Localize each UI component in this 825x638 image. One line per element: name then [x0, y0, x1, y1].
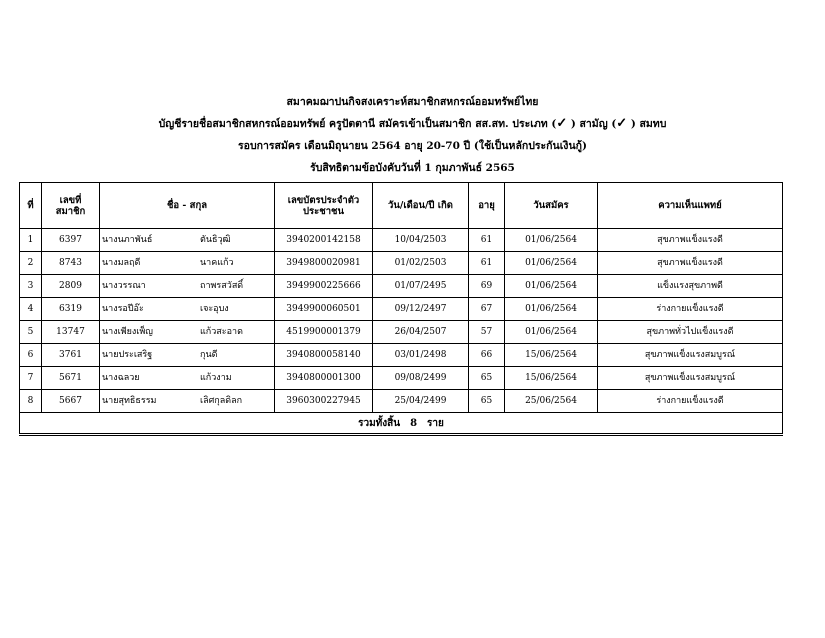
- table-row: [20, 344, 783, 367]
- table-row: [20, 390, 783, 413]
- row-first-name: นางรอปีอ๊ะ: [102, 303, 144, 314]
- list-title-end: ) สมทบ: [627, 118, 667, 130]
- col-header-birth-date: วัน/เดือน/ปี เกิด: [373, 183, 469, 229]
- row-citizen-id: 3940200142158: [275, 229, 373, 252]
- row-first-name: นายสุทธิธรรม: [102, 395, 157, 406]
- row-name: [100, 390, 275, 413]
- row-doctor-opinion: สุขภาพทั่วไปแข็งแรงดี: [598, 321, 783, 344]
- row-birth-date: 01/02/2503: [373, 252, 469, 275]
- member-table: [19, 182, 783, 436]
- table-row: [20, 275, 783, 298]
- row-member-id: 3761: [42, 344, 100, 367]
- row-member-id: 5671: [42, 367, 100, 390]
- row-name: [100, 275, 275, 298]
- row-doctor-opinion: ร่างกายแข็งแรงดี: [598, 390, 783, 413]
- org-title: สมาคมฌาปนกิจสงเคราะห์สมาชิกสหกรณ์ออมทรัพย์ไทย: [286, 96, 539, 108]
- row-age: 65: [469, 390, 505, 413]
- row-birth-date: 10/04/2503: [373, 229, 469, 252]
- row-member-id: 6319: [42, 298, 100, 321]
- row-member-id: 5667: [42, 390, 100, 413]
- total-cell: [20, 413, 783, 435]
- row-last-name: แก้วงาม: [200, 372, 232, 383]
- col-header-citizen-id: เลขบัตรประจำตัวประชาชน: [275, 183, 373, 229]
- row-last-name: เจะอุบง: [200, 303, 229, 314]
- row-member-id: 6397: [42, 229, 100, 252]
- col-header-name: ชื่อ - สกุล: [100, 183, 275, 229]
- row-birth-date: 09/12/2497: [373, 298, 469, 321]
- row-apply-date: 25/06/2564: [505, 390, 598, 413]
- col-header-apply-date: วันสมัคร: [505, 183, 598, 229]
- row-first-name: นางมลฤดี: [102, 257, 141, 268]
- row-age: 67: [469, 298, 505, 321]
- row-apply-date: 15/06/2564: [505, 344, 598, 367]
- row-no: 5: [20, 321, 42, 344]
- list-title-text: บัญชีรายชื่อสมาชิกสหกรณ์ออมทรัพย์ ครูปัตตานี สมัครเข้าเป็นสมาชิก สส.สท. ประเภท (: [158, 118, 557, 130]
- row-name: [100, 344, 275, 367]
- row-no: 1: [20, 229, 42, 252]
- row-apply-date: 01/06/2564: [505, 229, 598, 252]
- row-doctor-opinion: สุขภาพแข็งแรงสมบูรณ์: [598, 367, 783, 390]
- row-citizen-id: 3940800001300: [275, 367, 373, 390]
- row-name: [100, 229, 275, 252]
- row-birth-date: 25/04/2499: [373, 390, 469, 413]
- row-age: 65: [469, 367, 505, 390]
- row-age: 69: [469, 275, 505, 298]
- row-doctor-opinion: ร่างกายแข็งแรงดี: [598, 298, 783, 321]
- col-header-age: อายุ: [469, 183, 505, 229]
- row-last-name: แก้วสะอาด: [200, 326, 243, 337]
- col-header-member-id: เลขที่สมาชิก: [42, 183, 100, 229]
- total-row: [20, 413, 783, 435]
- row-apply-date: 01/06/2564: [505, 252, 598, 275]
- row-apply-date: 01/06/2564: [505, 275, 598, 298]
- row-no: 4: [20, 298, 42, 321]
- row-first-name: นางนภาพันธ์: [102, 234, 153, 245]
- row-last-name: นาคแก้ว: [200, 257, 234, 268]
- col-header-no: ที่: [20, 183, 42, 229]
- list-title: [0, 115, 825, 132]
- row-doctor-opinion: สุขภาพแข็งแรงสมบูรณ์: [598, 344, 783, 367]
- row-citizen-id: 4519900001379: [275, 321, 373, 344]
- list-title-mid: ) สามัญ (: [567, 118, 617, 130]
- total-label: รวมทั้งสิ้น: [358, 417, 401, 429]
- row-birth-date: 03/01/2498: [373, 344, 469, 367]
- row-birth-date: 09/08/2499: [373, 367, 469, 390]
- row-no: 8: [20, 390, 42, 413]
- row-apply-date: 15/06/2564: [505, 367, 598, 390]
- row-doctor-opinion: สุขภาพแข็งแรงดี: [598, 229, 783, 252]
- row-no: 6: [20, 344, 42, 367]
- row-member-id: 2809: [42, 275, 100, 298]
- table-row: [20, 252, 783, 275]
- row-first-name: นางเพียงเพ็ญ: [102, 326, 153, 337]
- row-apply-date: 01/06/2564: [505, 321, 598, 344]
- rights-effective-date: รับสิทธิตามข้อบังคับวันที่ 1 กุมภาพันธ์ 2565: [310, 162, 515, 174]
- row-birth-date: 01/07/2495: [373, 275, 469, 298]
- row-last-name: เลิศกุลดิลก: [200, 395, 243, 406]
- row-first-name: นางวรรณา: [102, 280, 146, 291]
- table-header-row: [20, 183, 783, 229]
- row-doctor-opinion: แข็งแรงสุขภาพดี: [598, 275, 783, 298]
- row-no: 3: [20, 275, 42, 298]
- row-last-name: ตันธิวุฒิ: [200, 234, 231, 245]
- row-citizen-id: 3949900225666: [275, 275, 373, 298]
- row-age: 57: [469, 321, 505, 344]
- table-row: [20, 229, 783, 252]
- check-mark-icon: ✓: [556, 116, 568, 131]
- row-citizen-id: 3949800020981: [275, 252, 373, 275]
- table-row: [20, 298, 783, 321]
- row-birth-date: 26/04/2507: [373, 321, 469, 344]
- col-header-doctor-opinion: ความเห็นแพทย์: [598, 183, 783, 229]
- row-first-name: นายประเสริฐ: [102, 349, 153, 360]
- row-age: 66: [469, 344, 505, 367]
- row-citizen-id: 3960300227945: [275, 390, 373, 413]
- row-first-name: นางฉลวย: [102, 372, 140, 383]
- row-citizen-id: 3940800058140: [275, 344, 373, 367]
- row-last-name: ถาพรสวัสดิ์: [200, 280, 244, 291]
- table-row: [20, 321, 783, 344]
- check-mark-icon: ✓: [616, 116, 628, 131]
- row-name: [100, 367, 275, 390]
- row-doctor-opinion: สุขภาพแข็งแรงดี: [598, 252, 783, 275]
- total-unit: ราย: [427, 417, 444, 429]
- row-member-id: 13747: [42, 321, 100, 344]
- row-no: 2: [20, 252, 42, 275]
- row-apply-date: 01/06/2564: [505, 298, 598, 321]
- row-name: [100, 298, 275, 321]
- row-age: 61: [469, 229, 505, 252]
- row-name: [100, 252, 275, 275]
- row-last-name: กุนดี: [200, 349, 218, 360]
- row-member-id: 8743: [42, 252, 100, 275]
- row-no: 7: [20, 367, 42, 390]
- row-name: [100, 321, 275, 344]
- application-round: รอบการสมัคร เดือนมิถุนายน 2564 อายุ 20-70 ปี (ใช้เป็นหลักประกันเงินกู้): [238, 140, 587, 152]
- row-age: 61: [469, 252, 505, 275]
- row-citizen-id: 3949900060501: [275, 298, 373, 321]
- total-count: 8: [410, 417, 418, 429]
- table-row: [20, 367, 783, 390]
